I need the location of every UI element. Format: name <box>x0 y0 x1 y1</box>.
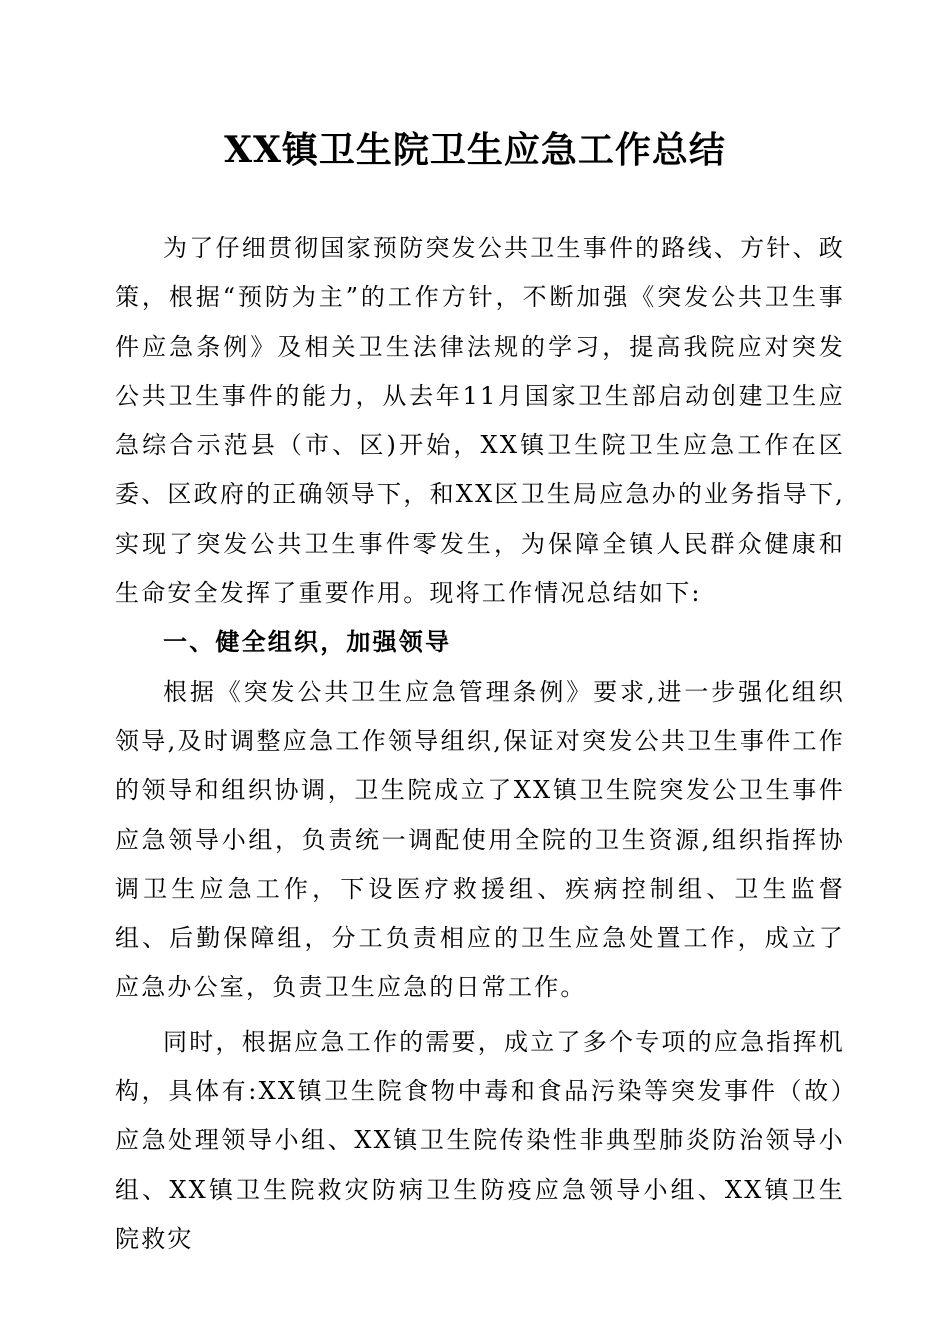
body-paragraph: 同时，根据应急工作的需要，成立了多个专项的应急指挥机构，具体有:XX镇卫生院食物中毒和食品污染等突发事件（故）应急处理领导小组、XX镇卫生院传染性非典型肺炎防治领导小组、XX镇卫生院救灾防病卫生防疫应急领导小组、XX镇卫生院救灾 <box>115 1027 845 1253</box>
document-title: XX镇卫生院卫生应急工作总结 <box>224 129 726 171</box>
document-body <box>115 224 845 1264</box>
section-heading: 一、健全组织，加强领导 <box>163 628 452 657</box>
body-paragraph: 根据《突发公共卫生应急管理条例》要求,进一步强化组织领导,及时调整应急工作领导组织,保证对突发公共卫生事件工作的领导和组织协调，卫生院成立了XX镇卫生院突发公卫生事件应急领导小组，负责统一调配使用全院的卫生资源,组织指挥协调卫生应急工作，下设医疗救援组、疾病控制组、卫生监督组、后勤保障组，分工负责相应的卫生应急处置工作，成立了应急办公室，负责卫生应急的日常工作。 <box>115 677 845 1002</box>
intro-paragraph: 为了仔细贯彻国家预防突发公共卫生事件的路线、方针、政策，根据“预防为主”的工作方针，不断加强《突发公共卫生事件应急条例》及相关卫生法律法规的学习，提高我院应对突发公共卫生事件的能力，从去年11月国家卫生部启动创建卫生应急综合示范县（市、区)开始，XX镇卫生院卫生应急工作在区委、区政府的正确领导下，和XX区卫生局应急办的业务指导下,实现了突发公共卫生事件零发生，为保障全镇人民群众健康和生命安全发挥了重要作用。现将工作情况总结如下: <box>115 234 845 608</box>
